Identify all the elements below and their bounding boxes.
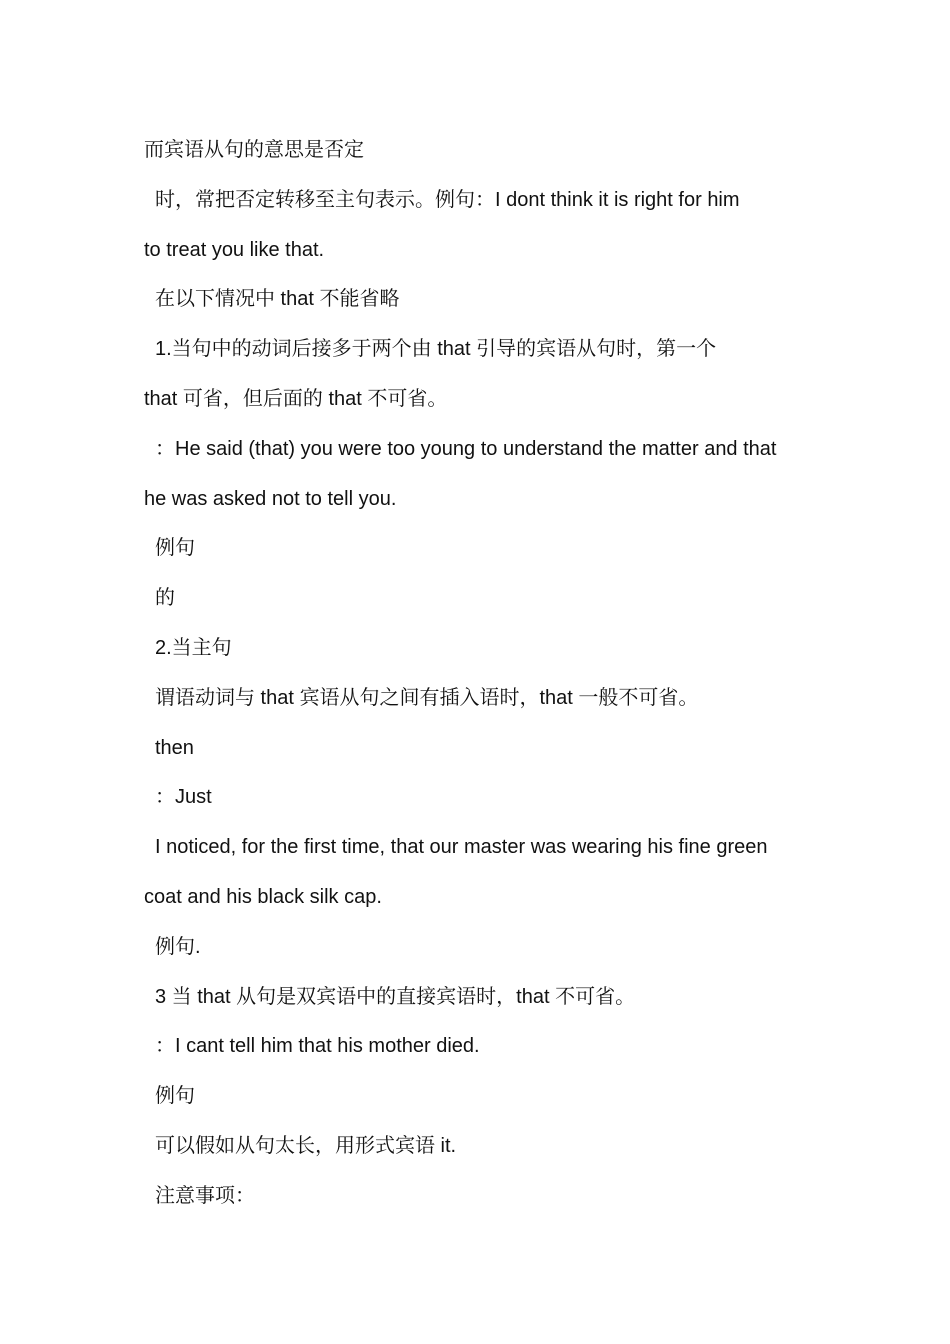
text-line: ：He said (that) you were too young to understand the matter and that <box>155 437 777 460</box>
document-body <box>144 126 808 1222</box>
text-line: 时，常把否定转移至主句表示。例句：I dont think it is right for him <box>155 188 740 211</box>
text-line: 例句 <box>155 1085 195 1108</box>
text-line: 例句 <box>155 537 195 560</box>
text-line: then <box>155 736 194 759</box>
text-line: coat and his black silk cap. <box>144 885 382 908</box>
text-line: that 可省，但后面的 that 不可省。 <box>144 387 448 410</box>
text-line: ：Just <box>155 786 212 809</box>
text-line: 例句. <box>155 935 201 958</box>
text-line: 2.当主句 <box>155 636 232 659</box>
text-line: 1.当句中的动词后接多于两个由 that 引导的宾语从句时，第一个 <box>155 338 717 361</box>
text-line: 谓语动词与 that 宾语从句之间有插入语时，that 一般不可省。 <box>155 686 699 709</box>
text-line: to treat you like that. <box>144 238 325 261</box>
text-line: 在以下情况中 that 不能省略 <box>155 288 400 311</box>
text-line: 注意事项： <box>155 1184 255 1207</box>
text-line: he was asked not to tell you. <box>144 487 397 510</box>
text-line: 3 当 that 从句是双宾语中的直接宾语时，that 不可省。 <box>155 985 636 1008</box>
text-line: 而宾语从句的意思是否定 <box>144 139 364 161</box>
text-line: 的 <box>155 587 175 610</box>
text-line: ：I cant tell him that his mother died. <box>155 1035 480 1058</box>
text-line: 可以假如从句太长，用形式宾语 it. <box>155 1134 457 1157</box>
text-line: I noticed, for the first time, that our master was wearing his fine green <box>155 836 768 859</box>
